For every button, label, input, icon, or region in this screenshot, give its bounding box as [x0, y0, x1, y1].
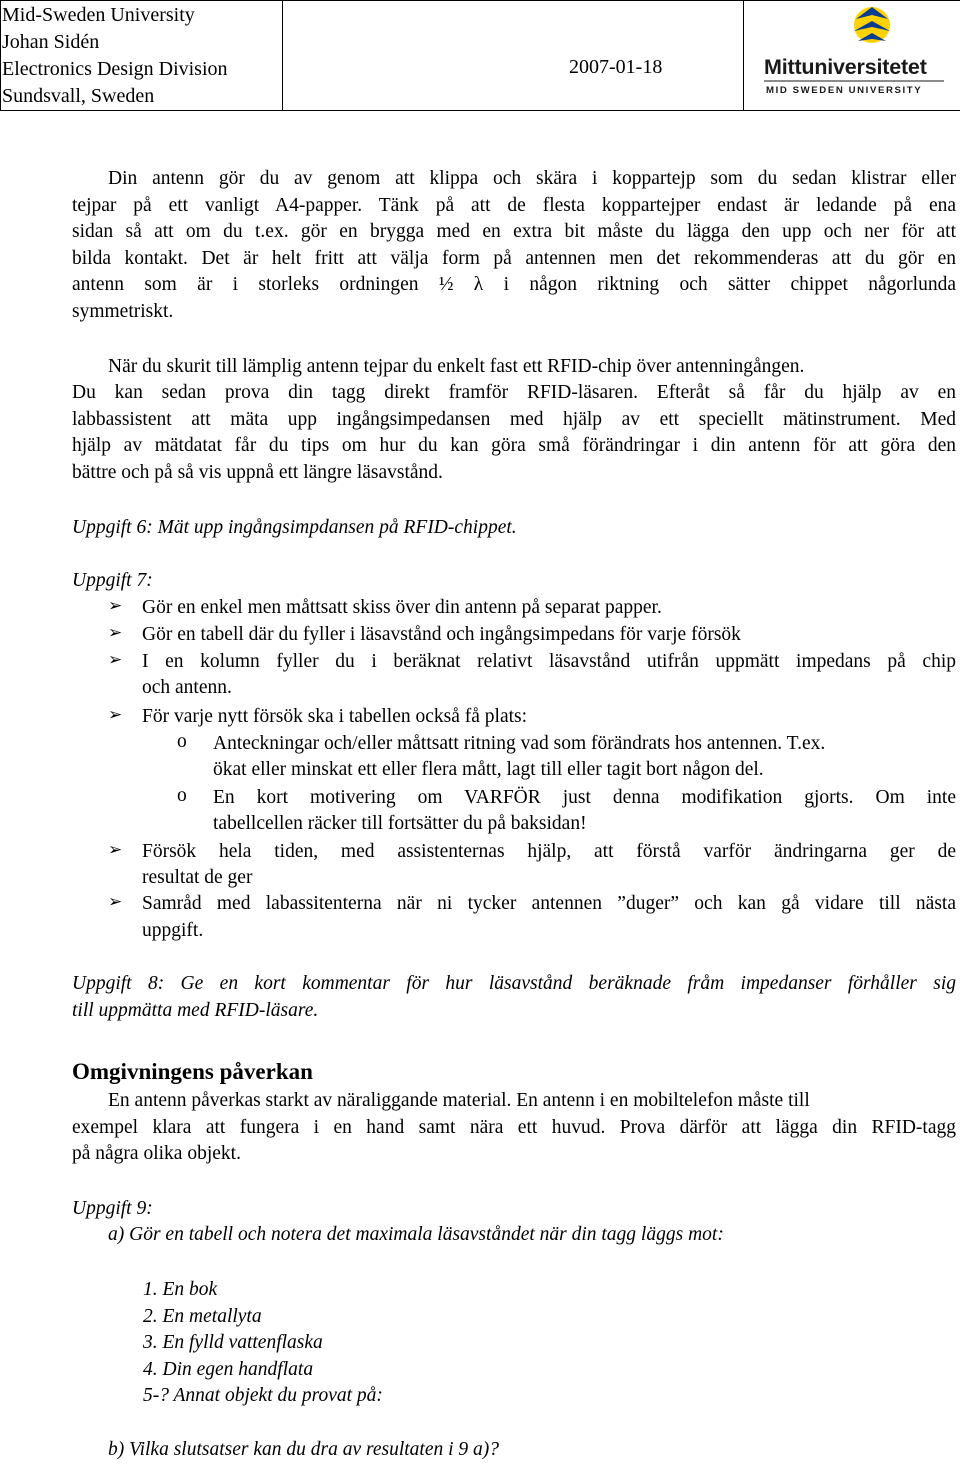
section-heading: Omgivningens påverkan [72, 1059, 313, 1084]
logo-name: Mittuniversitetet [764, 55, 927, 79]
task9-title: Uppgift 9: [72, 1198, 153, 1219]
header-location: Sundsvall, Sweden [2, 85, 155, 107]
task9-item: 3. En fylld vattenflaska [143, 1332, 323, 1353]
para1-line: bilda kontakt. Det är helt fritt att välja form på antennen men det rekommenderas att du gör en [72, 248, 956, 269]
para2-line: När du skurit till lämplig antenn tejpar du enkelt fast ett RFID-chip över antenningången. [108, 356, 805, 377]
task7-subbullet-cont: tabellcellen räcker till fortsätter du på baksidan! [213, 813, 587, 834]
para1-line: tejpar på ett vanligt A4-papper. Tänk på att de flesta koppartejper endast är ledande på ena [72, 195, 956, 216]
para1-line: antenn som är i storleks ordningen ½ λ i någon riktning och sätter chippet någorlunda [72, 274, 956, 295]
arrow-bullet-icon: ➢ [108, 840, 123, 859]
header-author: Johan Sidén [2, 31, 100, 53]
logo-subtitle: MID SWEDEN UNIVERSITY [766, 85, 923, 96]
page-header [0, 0, 960, 111]
task7-bullet-cont: resultat de ger [142, 867, 253, 888]
task8-line: till uppmätta med RFID-läsare. [72, 1000, 319, 1021]
task9-part-b: b) Vilka slutsatser kan du dra av resultaten i 9 a)? [108, 1439, 500, 1460]
header-date: 2007-01-18 [569, 56, 663, 78]
arrow-bullet-icon: ➢ [108, 623, 123, 642]
task9-item: 1. En bok [143, 1279, 218, 1300]
task6: Uppgift 6: Mät upp ingångsimpdansen på RFID-chippet. [72, 517, 517, 538]
task9-part-a: a) Gör en tabell och notera det maximala läsavståndet när din tagg läggs mot: [108, 1224, 724, 1245]
header-author-block [1, 1, 283, 111]
task8-line: Uppgift 8: Ge en kort kommentar för hur läsavstånd beräknade fråm impedanser förhåller sig [72, 973, 956, 994]
task7-title: Uppgift 7: [72, 570, 153, 591]
section-line: exempel klara att fungera i en hand samt nära ett huvud. Prova därför att lägga din RFID-tagg [72, 1117, 956, 1138]
task7-bullet-cont: uppgift. [142, 920, 204, 941]
para2-line: labbassistent att mäta upp ingångsimpedansen med hjälp av ett speciellt mätinstrument. Med [72, 409, 956, 430]
task7-bullet: Samråd med labassitenterna när ni tycker antennen ”duger” och kan gå vidare till nästa [142, 893, 956, 914]
task7-bullet: I en kolumn fyller du i beräknat relativt läsavstånd utifrån uppmätt impedans på chip [142, 651, 956, 672]
task7-bullet: Gör en tabell där du fyller i läsavstånd och ingångsimpedans för varje försök [142, 624, 741, 645]
task7-subbullet-cont: ökat eller minskat ett eller flera mått, lagt till eller tagit bort någon del. [213, 759, 764, 780]
circle-bullet-icon: o [177, 731, 187, 752]
task7-bullet: Försök hela tiden, med assistenternas hjälp, att förstå varför ändringarna ger de [142, 841, 956, 862]
header-division: Electronics Design Division [2, 58, 228, 80]
task7-subbullet: Anteckningar och/eller måttsatt ritning vad som förändrats hos antennen. T.ex. [213, 733, 826, 754]
header-university: Mid-Sweden University [2, 4, 195, 26]
task9-item: 5-? Annat objekt du provat på: [143, 1385, 383, 1406]
task7-subbullet: En kort motivering om VARFÖR just denna modifikation gjorts. Om inte [213, 787, 956, 808]
task7-bullet: Gör en enkel men måttsatt skiss över din antenn på separat papper. [142, 597, 662, 618]
task9-item: 4. Din egen handflata [143, 1359, 314, 1380]
para1-line: sidan så att om du t.ex. gör en brygga med en extra bit måste du lägga den upp och ner för att [72, 221, 956, 242]
para2-line: bättre och på så vis uppnå ett längre läsavstånd. [72, 462, 443, 483]
para2-line: Du kan sedan prova din tagg direkt framför RFID-läsaren. Efteråt så får du hjälp av en [72, 382, 956, 403]
para2-line: hjälp av mätdatat får du tips om hur du kan göra små förändringar i din antenn för att göra den [72, 435, 956, 456]
task7-bullet: För varje nytt försök ska i tabellen också få plats: [142, 706, 528, 727]
para1-line: symmetriskt. [72, 301, 174, 322]
arrow-bullet-icon: ➢ [108, 650, 123, 669]
task7-bullet-cont: och antenn. [142, 677, 232, 698]
header-date-cell [283, 1, 744, 111]
section-line: En antenn påverkas starkt av näraliggande material. En antenn i en mobiltelefon måste till [108, 1090, 810, 1111]
section-line: på några olika objekt. [72, 1143, 241, 1164]
para1-line: Din antenn gör du av genom att klippa och skära i koppartejp som du sedan klistrar eller [108, 168, 956, 189]
arrow-bullet-icon: ➢ [108, 892, 123, 911]
university-logo [744, 1, 960, 109]
circle-bullet-icon: o [177, 785, 187, 806]
task9-item: 2. En metallyta [143, 1306, 262, 1327]
arrow-bullet-icon: ➢ [108, 596, 123, 615]
header-logo-cell [744, 1, 960, 111]
arrow-bullet-icon: ➢ [108, 705, 123, 724]
